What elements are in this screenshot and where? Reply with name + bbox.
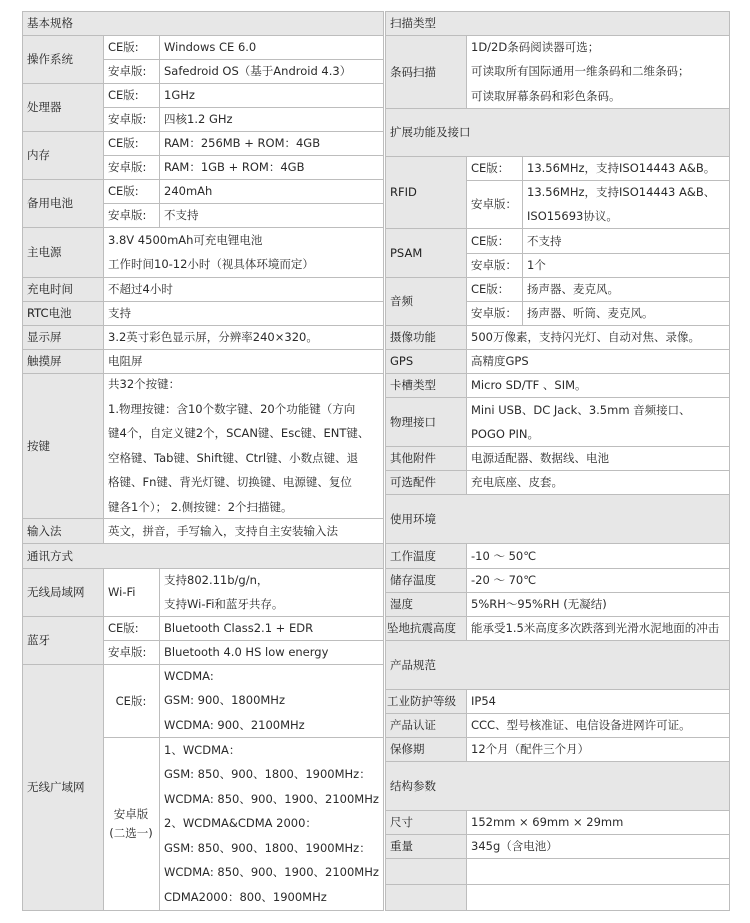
wwan-label: 无线广域网 xyxy=(22,664,103,910)
barcode-label: 条码扫描 xyxy=(385,35,466,108)
barcode-line: 可读取所有国际通用一维条码和二维条码； xyxy=(471,64,690,79)
bluetooth-ce-label: CE版: xyxy=(108,621,139,635)
charge-time-value: 不超过4小时 xyxy=(108,282,173,296)
keys-line: 键4个，自定义键2个，SCAN键、Esc键、ENT键、 xyxy=(108,426,370,440)
audio-ce-value: 扬声器、麦克风。 xyxy=(527,282,619,296)
certification-value: CCC、型号核准证、电信设备进网许可证。 xyxy=(471,718,691,732)
rfid-ce-value: 13.56MHz，支持ISO14443 A&B。 xyxy=(527,161,716,175)
wwan-android-label-line-2: (二选一) xyxy=(109,825,153,840)
main-power-line-2: 工作时间10-12小时（视具体环境而定） xyxy=(108,257,314,271)
ip-rating-label: 工业防护等级 xyxy=(385,689,466,713)
input-method-label: 输入法 xyxy=(22,518,103,543)
keys-value xyxy=(103,373,383,518)
cpu-ce-label: CE版: xyxy=(108,88,139,102)
wwan-android-line: WCDMA: 850、900、1900、2100MHz xyxy=(164,791,379,806)
wwan-ce-line: GSM: 900、1800MHz xyxy=(164,693,285,708)
wwan-android-line: CDMA2000：800、1900MHz xyxy=(164,889,327,904)
drop-height-label: 坠地抗震高度 xyxy=(385,616,466,640)
physical-interface-line-2: POGO PIN。 xyxy=(471,426,540,441)
psam-android-value: 1个 xyxy=(527,258,546,272)
storage-temp-label: 储存温度 xyxy=(385,568,466,592)
certification-label: 产品认证 xyxy=(385,713,466,737)
section-communication: 通讯方式 xyxy=(22,543,383,568)
bluetooth-android-value: Bluetooth 4.0 HS low energy xyxy=(164,645,329,659)
os-ce-value: Windows CE 6.0 xyxy=(164,40,257,54)
os-label: 操作系统 xyxy=(22,35,103,83)
size-value: 152mm × 69mm × 29mm xyxy=(471,815,624,829)
os-android-label: 安卓版: xyxy=(103,59,159,83)
accessories-value: 电源适配器、数据线、电池 xyxy=(471,451,609,465)
os-android-value: Safedroid OS（基于Android 4.3） xyxy=(164,64,352,78)
audio-ce-label: CE版： xyxy=(471,282,510,296)
accessories-label: 其他附件 xyxy=(385,446,466,470)
wlan-label: 无线局域网 xyxy=(22,568,103,616)
backup-battery-android-label: 安卓版: xyxy=(108,208,147,222)
rfid-label: RFID xyxy=(385,156,466,228)
wwan-ce-line: WCDMA: xyxy=(164,668,214,683)
psam-ce-value: 不支持 xyxy=(527,233,562,248)
bluetooth-android-label: 安卓版: xyxy=(108,645,147,659)
psam-label: PSAM xyxy=(385,228,466,277)
section-scan-type: 扫描类型 xyxy=(385,11,729,35)
main-power-value xyxy=(103,227,383,277)
bluetooth-label: 蓝牙 xyxy=(22,616,103,664)
operating-temp-label: 工作温度 xyxy=(385,543,466,568)
wwan-android-label xyxy=(103,737,159,910)
main-power-line-1: 3.8V 4500mAh可充电锂电池 xyxy=(108,233,263,247)
main-power-label: 主电源 xyxy=(22,227,103,277)
display-label: 显示屏 xyxy=(22,325,103,349)
rtc-value: 支持 xyxy=(108,306,131,320)
gps-label: GPS xyxy=(385,349,466,373)
rfid-android-line-1: 13.56MHz，支持ISO14443 A&B、 xyxy=(527,185,716,199)
backup-battery-label: 备用电池 xyxy=(22,179,103,227)
wwan-android-line: 1、WCDMA： xyxy=(164,742,241,757)
card-slot-label: 卡槽类型 xyxy=(385,373,466,397)
backup-battery-android-value: 不支持 xyxy=(164,208,199,222)
memory-ce-value: RAM：256MB + ROM：4GB xyxy=(164,136,321,150)
input-method-value: 英文，拼音，手写输入，支持自主安装输入法 xyxy=(108,523,338,538)
weight-value: 345g（含电池） xyxy=(471,839,558,853)
section-environment: 使用环境 xyxy=(385,494,729,543)
touch-label: 触摸屏 xyxy=(22,349,103,373)
barcode-line: 可读取屏幕条码和彩色条码。 xyxy=(471,88,621,103)
backup-battery-ce-label: CE版: xyxy=(108,184,139,198)
rfid-android-label: 安卓版： xyxy=(471,197,517,211)
camera-value: 500万像素，支持闪光灯、自动对焦、录像。 xyxy=(471,330,700,344)
rfid-android-value xyxy=(522,180,729,228)
cpu-android-label: 安卓版: xyxy=(108,112,147,126)
wwan-android-label-line-1: 安卓版 xyxy=(113,806,149,821)
keys-line: 键各1个）； 2.侧按键：2个扫描键。 xyxy=(108,499,293,514)
humidity-label: 湿度 xyxy=(385,592,466,616)
wwan-android-line: WCDMA: 850、900、1900、2100MHz xyxy=(164,865,379,880)
cpu-label: 处理器 xyxy=(22,83,103,131)
wwan-android-line: GSM: 850、900、1800、1900MHz： xyxy=(164,840,371,855)
physical-interface-line-1: Mini USB、DC Jack、3.5mm 音频接口、 xyxy=(471,402,691,417)
cpu-ce-value: 1GHz xyxy=(164,88,195,102)
drop-height-value: 能承受1.5米高度多次跌落到光滑水泥地面的冲击 xyxy=(471,621,720,635)
wlan-line-2: 支持Wi-Fi和蓝牙共存。 xyxy=(164,597,284,611)
wwan-android-line: GSM: 850、900、1800、1900MHz： xyxy=(164,767,371,782)
memory-label: 内存 xyxy=(22,131,103,179)
cpu-android-value: 四核1.2 GHz xyxy=(164,112,233,126)
display-value: 3.2英寸彩色显示屏，分辨率240×320。 xyxy=(108,330,318,344)
physical-interface-label: 物理接口 xyxy=(385,397,466,446)
card-slot-value: Micro SD/TF 、SIM。 xyxy=(471,378,587,392)
wlan-line-1: 支持802.11b/g/n， xyxy=(164,573,269,587)
warranty-label: 保修期 xyxy=(385,737,466,761)
psam-android-label: 安卓版： xyxy=(471,258,517,272)
operating-temp-value: -10 ～ 50℃ xyxy=(471,548,537,563)
wwan-ce-label: CE版: xyxy=(115,693,147,708)
camera-label: 摄像功能 xyxy=(385,325,466,349)
audio-android-value: 扬声器、听筒、麦克风。 xyxy=(527,306,654,320)
gps-value: 高精度GPS xyxy=(471,354,529,368)
wlan-value xyxy=(159,568,383,616)
memory-android-label: 安卓版: xyxy=(108,160,147,174)
wwan-android-value xyxy=(159,737,383,910)
warranty-value: 12个月（配件三个月） xyxy=(471,742,590,756)
barcode-value xyxy=(466,35,729,108)
empty-label-cell xyxy=(385,858,466,884)
memory-ce-label: CE版: xyxy=(108,136,139,150)
os-ce-label: CE版: xyxy=(103,35,159,59)
weight-label: 重量 xyxy=(385,834,466,858)
section-extensions: 扩展功能及接口 xyxy=(385,108,729,156)
barcode-line: 1D/2D条码阅读器可选； xyxy=(471,39,600,54)
bluetooth-ce-value: Bluetooth Class2.1 + EDR xyxy=(164,621,314,635)
audio-label: 音频 xyxy=(385,277,466,325)
size-label: 尺寸 xyxy=(385,810,466,834)
section-structure: 结构参数 xyxy=(385,761,729,810)
audio-android-label: 安卓版： xyxy=(471,306,517,320)
optional-accessories-label: 可选配件 xyxy=(385,470,466,494)
charge-time-label: 充电时间 xyxy=(22,277,103,301)
touch-value: 电阻屏 xyxy=(108,354,143,368)
physical-interface-value xyxy=(466,397,729,446)
keys-line: 共32个按键： xyxy=(108,377,181,391)
rfid-ce-label: CE版： xyxy=(471,161,510,175)
wwan-ce-value xyxy=(159,664,383,737)
storage-temp-value: -20 ～ 70℃ xyxy=(471,573,537,587)
keys-line: 格键、Fn键、背光灯键、切换键、电源键、复位 xyxy=(108,475,352,489)
wwan-android-line: 2、WCDMA&CDMA 2000： xyxy=(164,816,317,831)
keys-label: 按键 xyxy=(22,373,103,518)
humidity-value: 5%RH～95%RH (无凝结) xyxy=(471,597,607,611)
rtc-label: RTC电池 xyxy=(22,301,103,325)
empty-label-cell xyxy=(385,884,466,910)
wlan-sub-label: Wi-Fi xyxy=(108,585,136,599)
keys-line: 空格键、Tab键、Shift键、Ctrl键、小数点键、退 xyxy=(108,450,359,465)
rfid-android-line-2: ISO15693协议。 xyxy=(527,209,618,223)
backup-battery-ce-value: 240mAh xyxy=(164,184,213,198)
optional-accessories-value: 充电底座、皮套。 xyxy=(471,475,563,489)
psam-ce-label: CE版： xyxy=(471,233,510,248)
memory-android-value: RAM：1GB + ROM：4GB xyxy=(164,160,305,174)
keys-line: 1.物理按键：含10个数字键、20个功能键（方向 xyxy=(108,401,356,416)
section-product-standards: 产品规范 xyxy=(385,640,729,689)
wwan-ce-line: WCDMA: 900、2100MHz xyxy=(164,717,305,732)
section-basic-specs: 基本规格 xyxy=(22,11,383,35)
ip-rating-value: IP54 xyxy=(471,694,496,708)
